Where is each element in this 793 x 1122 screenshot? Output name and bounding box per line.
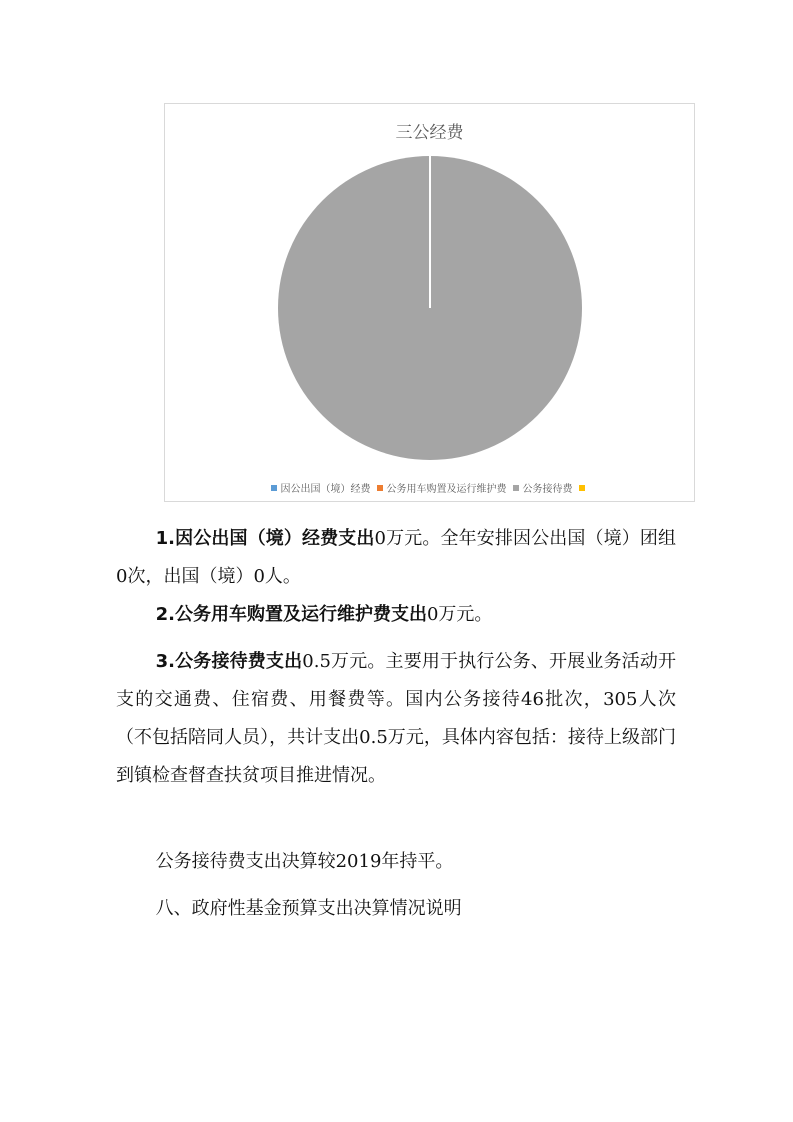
legend-swatch xyxy=(579,485,585,491)
legend-item xyxy=(579,484,589,495)
paragraph-vehicles xyxy=(116,596,676,634)
heading-vehicles: 2.公务用车购置及运行维护费支出 xyxy=(155,604,427,625)
pie-chart-canvas xyxy=(165,104,696,503)
chart-title: 三公经费 xyxy=(395,123,464,143)
text-reception: 0.5万元。主要用于执行公务、开展业务活动开支的交通费、住宿费、用餐费等。国内公务接待46批次，305人次（不包括陪同人员），共计支出0.5万元，具体内容包括：接待上级部门到镇检查督查扶贫项目推进情况。 xyxy=(116,651,676,786)
paragraph-reception xyxy=(116,643,676,795)
heading-foreign-travel: 1.因公出国（境）经费支出 xyxy=(155,528,375,549)
section-heading-fund-budget: 八、政府性基金预算支出决算情况说明 xyxy=(155,898,462,919)
legend-label: 公务用车购置及运行维护费 xyxy=(386,484,507,495)
pie-chart xyxy=(164,103,695,502)
chart-legend xyxy=(165,480,694,495)
paragraph-foreign-travel xyxy=(116,520,676,596)
legend-swatch xyxy=(377,485,383,491)
text-foreign-travel: 0万元。全年安排因公出国（境）团组0次，出国（境）0人。 xyxy=(116,528,676,587)
legend-item xyxy=(377,480,507,495)
paragraph-reception-comparison: 公务接待费支出决算较2019年持平。 xyxy=(155,851,454,872)
legend-item xyxy=(513,480,573,495)
legend-item xyxy=(271,480,371,495)
heading-reception: 3.公务接待费支出 xyxy=(155,651,303,672)
legend-label: 因公出国（境）经费 xyxy=(280,484,371,495)
text-vehicles: 0万元。 xyxy=(426,604,493,625)
legend-swatch xyxy=(271,485,277,491)
legend-label: 公务接待费 xyxy=(522,484,573,495)
legend-swatch xyxy=(513,485,519,491)
